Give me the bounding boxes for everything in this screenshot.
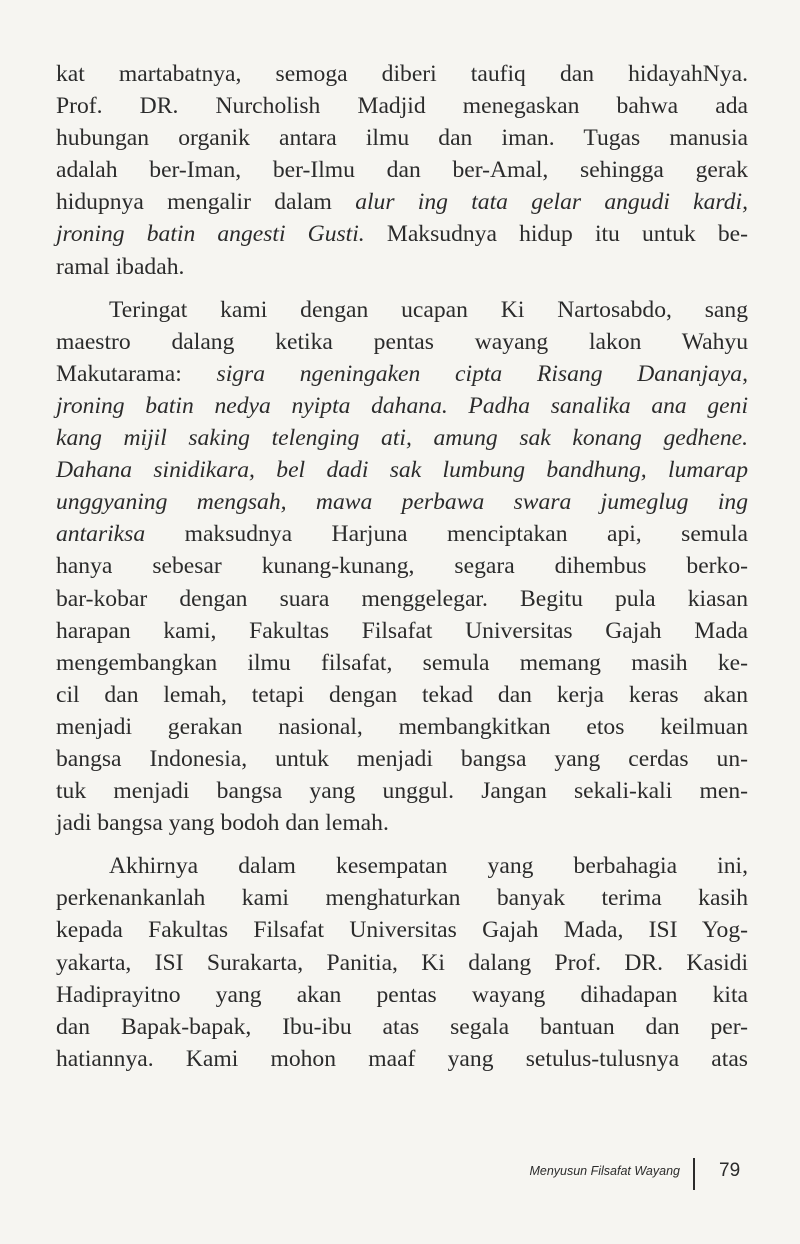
italic-phrase: alur ing tata gelar angudi kardi,: [355, 189, 748, 216]
text-run: hidupnya mengalir dalam: [56, 189, 356, 216]
italic-phrase: jroning batin angesti Gusti.: [56, 221, 365, 248]
text-line: [56, 358, 748, 390]
italic-phrase: antariksa: [56, 521, 146, 548]
text-line: [56, 390, 748, 422]
text-line: [56, 486, 748, 518]
text-line: [56, 454, 748, 486]
text-run: Makutarama:: [56, 360, 217, 387]
text-line: bar-kobar dengan suara menggelegar. Begitu pula kiasan: [56, 585, 748, 612]
page-footer: [0, 1158, 800, 1194]
text-line: harapan kami, Fakultas Filsafat Universitas Gajah Mada: [56, 617, 748, 644]
text-line: [56, 422, 748, 454]
paragraph-gap: [56, 839, 748, 850]
text-line: hubungan organik antara ilmu dan iman. Tugas manusia: [56, 125, 748, 152]
text-line: bangsa Indonesia, untuk menjadi bangsa yang cerdas un-: [56, 745, 748, 772]
text-line: kat martabatnya, semoga diberi taufiq dan hidayahNya.: [56, 61, 748, 87]
text-line: [56, 518, 748, 550]
text-run: maksudnya Harjuna menciptakan api, semula: [145, 521, 748, 548]
text-line: maestro dalang ketika pentas wayang lakon Wahyu: [56, 328, 748, 355]
text-line: Akhirnya dalam kesempatan yang berbahagia ini,: [109, 853, 748, 880]
paragraph-2: [56, 294, 748, 840]
text-line: tuk menjadi bangsa yang unggul. Jangan sekali-kali men-: [56, 778, 748, 805]
text-line: [56, 186, 748, 218]
text-line: perkenankanlah kami menghaturkan banyak terima kasih: [56, 885, 748, 912]
running-title: Menyusun Filsafat Wayang: [529, 1164, 680, 1178]
footer-divider: [693, 1158, 695, 1190]
italic-phrase: unggyaning mengsah, mawa perbawa swara jumeglug ing: [56, 489, 748, 516]
text-run: Maksudnya hidup itu untuk be-: [364, 221, 748, 248]
italic-phrase: Dahana sinidikara, bel dadi sak lumbung bandhung, lumarap: [56, 457, 748, 484]
text-line: menjadi gerakan nasional, membangkitkan etos keilmuan: [56, 713, 748, 740]
text-line: hanya sebesar kunang-kunang, segara dihembus berko-: [56, 553, 748, 580]
italic-phrase: kang mijil saking telenging ati, amung sak konang gedhene.: [56, 425, 748, 452]
text-line: cil dan lemah, tetapi dengan tekad dan kerja keras akan: [56, 681, 748, 708]
text-line: Teringat kami dengan ucapan Ki Nartosabdo, sang: [109, 296, 748, 323]
text-line: kepada Fakultas Filsafat Universitas Gajah Mada, ISI Yog-: [56, 917, 748, 944]
italic-phrase: jroning batin nedya nyipta dahana. Padha sanalika ana geni: [56, 392, 748, 419]
text-line: adalah ber-Iman, ber-Ilmu dan ber-Amal, sehingga gerak: [56, 157, 748, 184]
text-line: mengembangkan ilmu filsafat, semula memang masih ke-: [56, 649, 748, 676]
paragraph-3: [56, 850, 748, 1075]
paragraph-1: [56, 58, 748, 283]
italic-phrase: sigra ngeningaken cipta Risang Dananjaya,: [216, 360, 748, 387]
text-line: hatiannya. Kami mohon maaf yang setulus-tulusnya atas: [56, 1045, 748, 1072]
text-line: [56, 218, 748, 250]
text-line: dan Bapak-bapak, Ibu-ibu atas segala bantuan dan per-: [56, 1013, 748, 1040]
paragraph-gap: [56, 283, 748, 294]
text-line: Hadiprayitno yang akan pentas wayang dihadapan kita: [56, 981, 748, 1008]
page-number: 79: [719, 1160, 741, 1181]
text-line: yakarta, ISI Surakarta, Panitia, Ki dalang Prof. DR. Kasidi: [56, 949, 748, 976]
text-line: Prof. DR. Nurcholish Madjid menegaskan bahwa ada: [56, 93, 748, 120]
body-text: [56, 58, 748, 1075]
text-line: jadi bangsa yang bodoh dan lemah.: [56, 810, 389, 837]
text-line: ramal ibadah.: [56, 253, 185, 280]
